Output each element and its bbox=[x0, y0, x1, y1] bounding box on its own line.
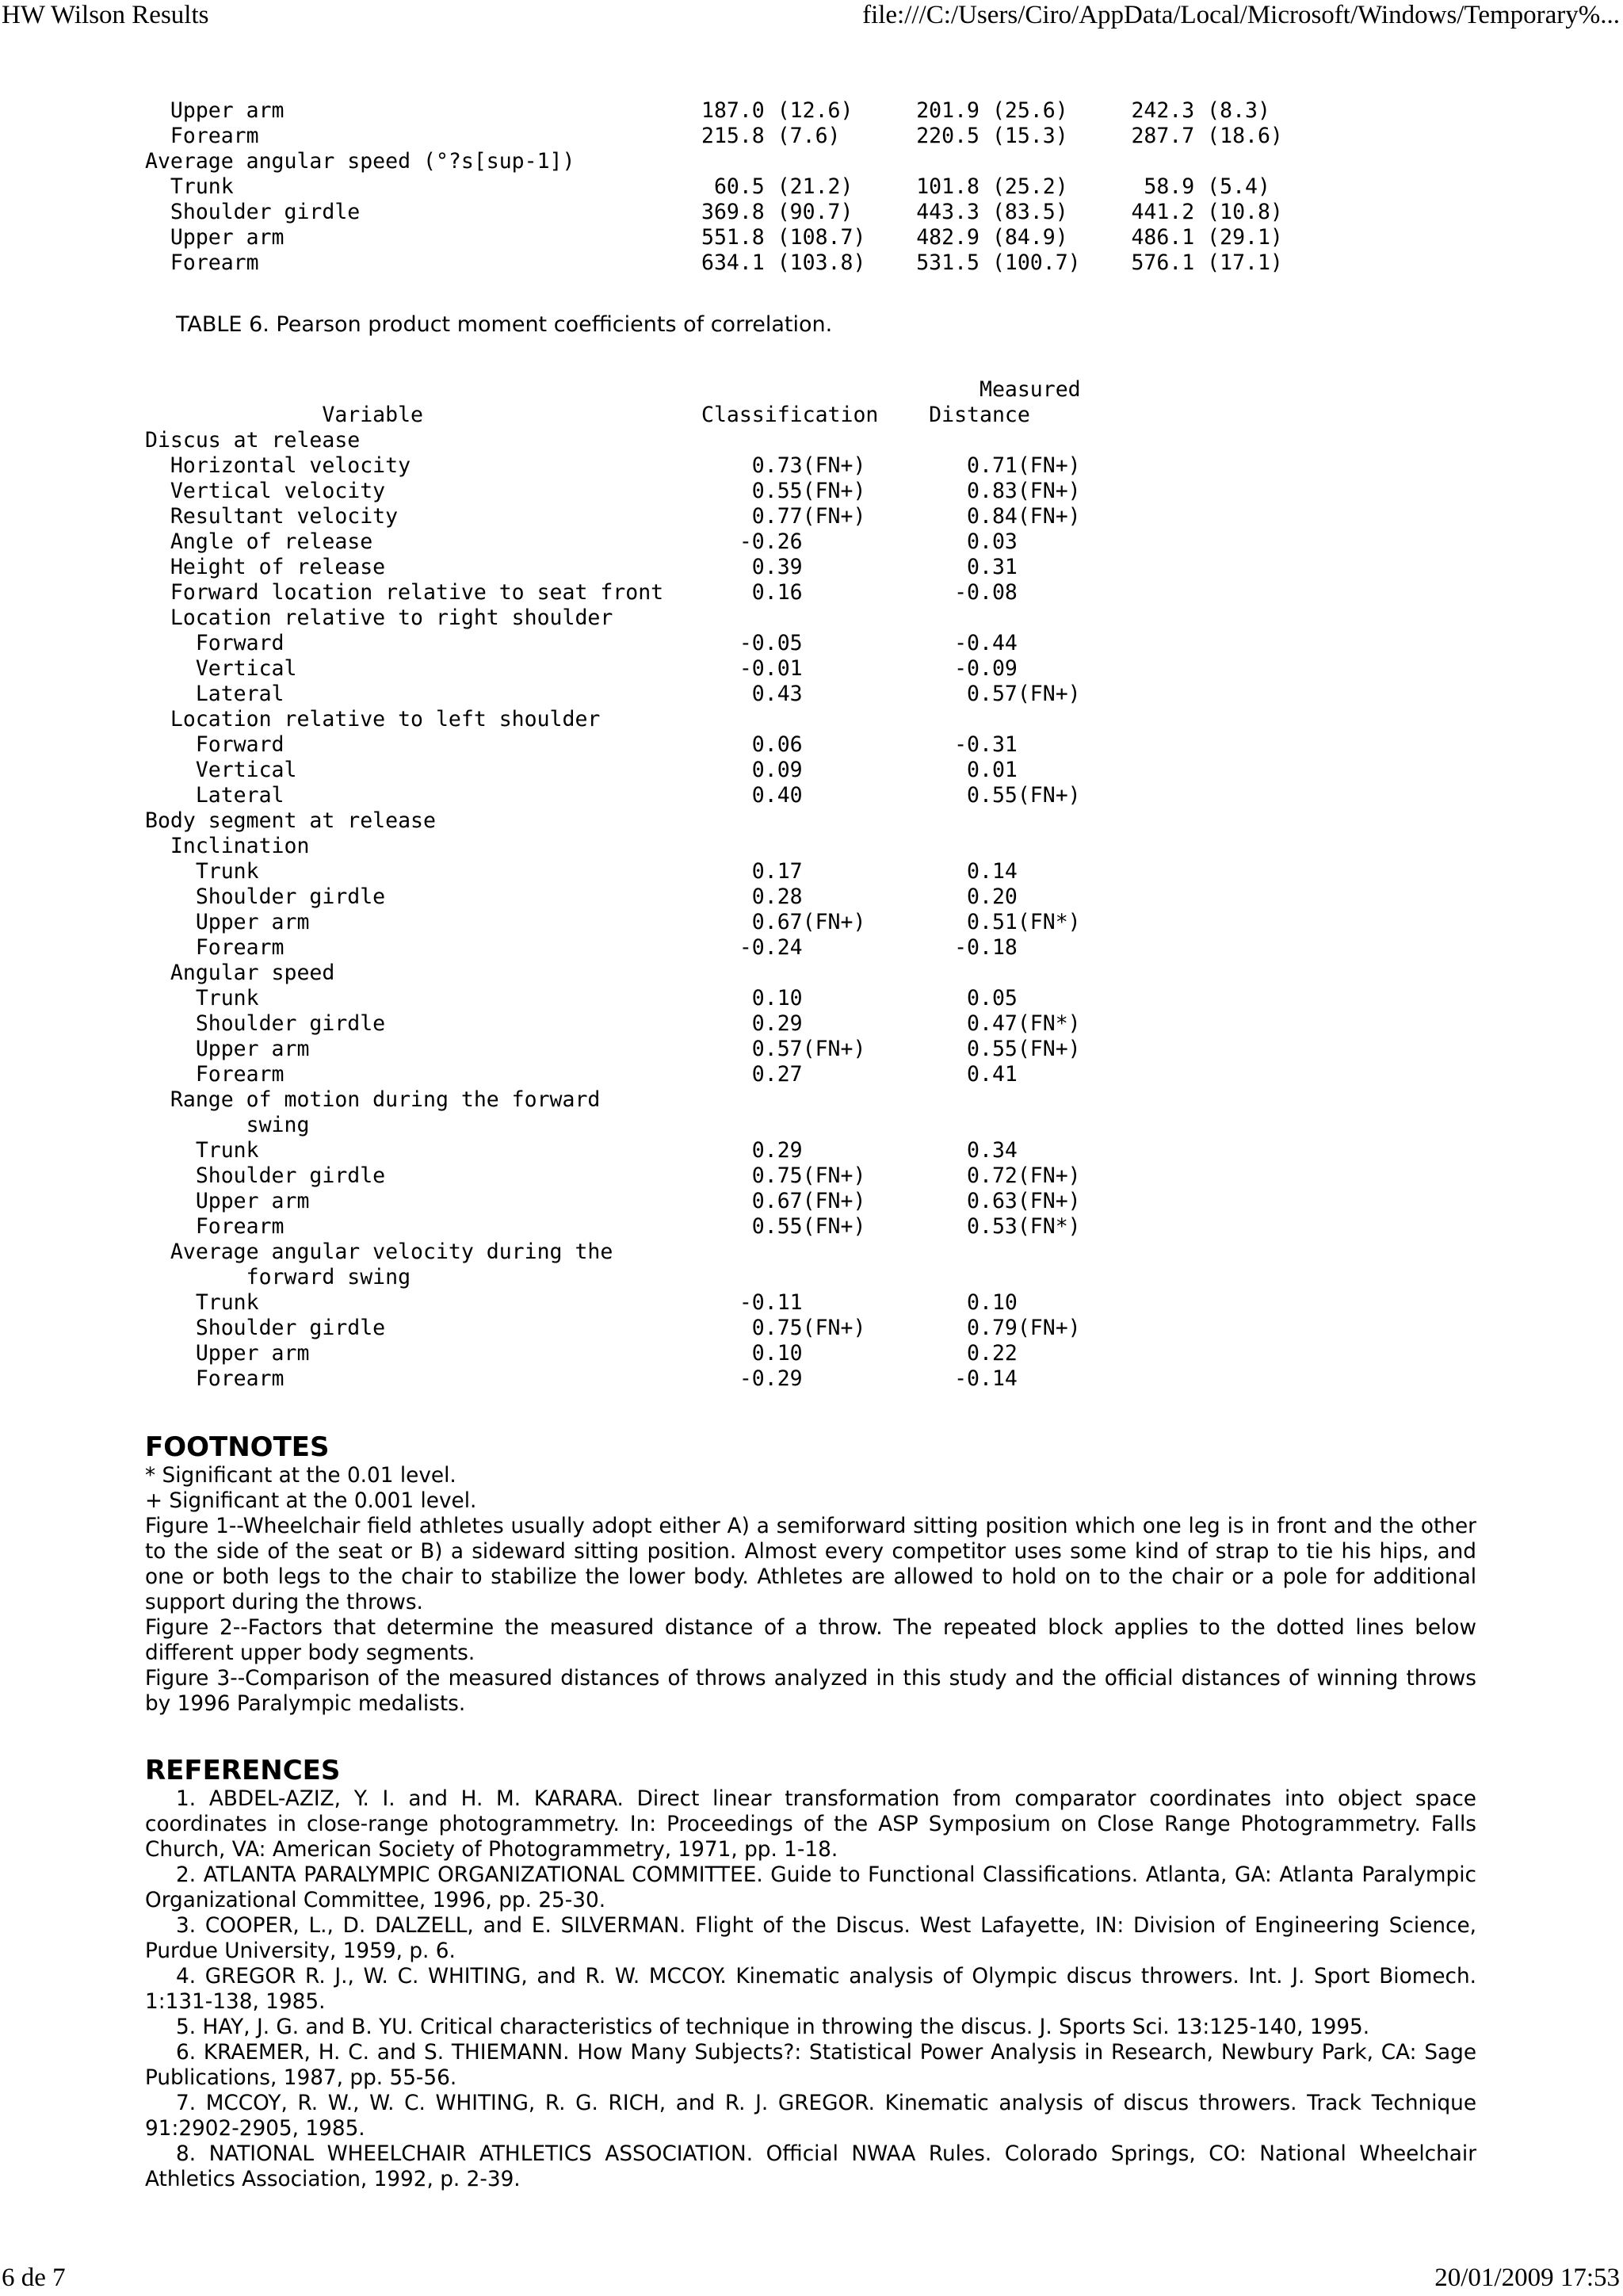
table6-line: Trunk -0.11 0.10 bbox=[145, 1290, 1018, 1315]
footnote-item: + Significant at the 0.001 level. bbox=[145, 1489, 477, 1513]
table6 bbox=[145, 377, 1081, 1392]
table6-line: Horizontal velocity 0.73(FN+) 0.71(FN+) bbox=[145, 453, 1081, 478]
table6-line: Trunk 0.17 0.14 bbox=[145, 859, 1018, 884]
table6-line: swing bbox=[145, 1113, 310, 1137]
table6-line: Forward -0.05 -0.44 bbox=[145, 631, 1018, 655]
table6-line: Forearm 0.55(FN+) 0.53(FN*) bbox=[145, 1214, 1081, 1239]
reference-item: 1. ABDEL-AZIZ, Y. I. and H. M. KARARA. Direct linear transformation from comparator coordinates into object space coordinates in close-range photogrammetry. In: Proceedings of the ASP Symposium on Close Range Photogrammetry. Falls Church, VA: American Society of Photogrammetry, 1971, pp. 1-18. bbox=[145, 1787, 1476, 1862]
table6-line: Lateral 0.40 0.55(FN+) bbox=[145, 783, 1081, 808]
table6-line: Location relative to right shoulder bbox=[145, 606, 613, 630]
table6-header-line: Measured bbox=[145, 377, 1081, 402]
table6-line: Angular speed bbox=[145, 961, 335, 985]
table6-line: Vertical -0.01 -0.09 bbox=[145, 656, 1018, 681]
table6-header-line: Variable Classification Distance bbox=[145, 403, 1030, 427]
footnote-item: * Significant at the 0.01 level. bbox=[145, 1464, 456, 1488]
table6-line: Upper arm 0.67(FN+) 0.63(FN+) bbox=[145, 1189, 1081, 1213]
reference-item: 4. GREGOR R. J., W. C. WHITING, and R. W. MCCOY. Kinematic analysis of Olympic discus throwers. Int. J. Sport Biomech. 1:131-138, 1985. bbox=[145, 1965, 1476, 2014]
table5-line: Upper arm 551.8 (108.7) 482.9 (84.9) 486.1 (29.1) bbox=[145, 225, 1283, 250]
table6-caption: TABLE 6. Pearson product moment coefficients of correlation. bbox=[176, 312, 833, 337]
table6-line: Body segment at release bbox=[145, 808, 436, 833]
reference-item: 3. COOPER, L., D. DALZELL, and E. SILVERMAN. Flight of the Discus. West Lafayette, IN: Division of Engineering Science, Purdue University, 1959, p. 6. bbox=[145, 1914, 1476, 1963]
references-section bbox=[145, 1755, 1476, 2192]
footnotes-section bbox=[145, 1431, 1476, 1717]
reference-item: 5. HAY, J. G. and B. YU. Critical characteristics of technique in throwing the discus. J. Sports Sci. 13:125-140, 1995. bbox=[176, 2015, 1370, 2039]
table6-line: Vertical 0.09 0.01 bbox=[145, 758, 1018, 782]
table6-line: Forearm -0.29 -0.14 bbox=[145, 1366, 1018, 1391]
table6-line: Lateral 0.43 0.57(FN+) bbox=[145, 682, 1081, 706]
table6-line: Vertical velocity 0.55(FN+) 0.83(FN+) bbox=[145, 479, 1081, 503]
footnote-item: Figure 2--Factors that determine the measured distance of a throw. The repeated block applies to the dotted lines below different upper body segments. bbox=[145, 1616, 1476, 1665]
table6-line: Shoulder girdle 0.75(FN+) 0.79(FN+) bbox=[145, 1316, 1081, 1340]
footnote-item: Figure 1--Wheelchair field athletes usually adopt either A) a semiforward sitting position which one leg is in front and the other to the side of the seat or B) a sideward sitting position. Almost every competitor uses some kind of strap to tie his hips, and one or both legs to the chair to stabilize the lower body. Athletes are allowed to hold on to the chair or a pole for additional support during the throws. bbox=[145, 1515, 1476, 1614]
table6-line: forward swing bbox=[145, 1265, 411, 1289]
table6-line: Shoulder girdle 0.28 0.20 bbox=[145, 884, 1018, 909]
reference-item: 8. NATIONAL WHEELCHAIR ATHLETICS ASSOCIATION. Official NWAA Rules. Colorado Springs, CO: National Wheelchair Athletics Association, 1992, p. 2-39. bbox=[145, 2142, 1476, 2191]
table6-line: Resultant velocity 0.77(FN+) 0.84(FN+) bbox=[145, 504, 1081, 529]
table5-line: Average angular speed (°?s[sup-1]) bbox=[145, 149, 575, 174]
reference-item: 7. MCCOY, R. W., W. C. WHITING, R. G. RICH, and R. J. GREGOR. Kinematic analysis of discus throwers. Track Technique 91:2902-2905, 1985. bbox=[145, 2092, 1476, 2141]
browser-url: file:///C:/Users/Ciro/AppData/Local/Microsoft/Windows/Temporary%... bbox=[862, 1, 1620, 29]
table6-line: Range of motion during the forward bbox=[145, 1087, 601, 1112]
table6-line: Forearm -0.24 -0.18 bbox=[145, 935, 1018, 960]
footnotes-heading: FOOTNOTES bbox=[145, 1431, 330, 1463]
table5-line: Shoulder girdle 369.8 (90.7) 443.3 (83.5) 441.2 (10.8) bbox=[145, 200, 1283, 224]
browser-page-title: HW Wilson Results bbox=[2, 1, 209, 29]
table6-line: Shoulder girdle 0.75(FN+) 0.72(FN+) bbox=[145, 1163, 1081, 1188]
reference-item: 6. KRAEMER, H. C. and S. THIEMANN. How Many Subjects?: Statistical Power Analysis in Research, Newbury Park, CA: Sage Publications, 1987, pp. 55-56. bbox=[145, 2041, 1476, 2090]
table5-line: Forearm 215.8 (7.6) 220.5 (15.3) 287.7 (18.6) bbox=[145, 124, 1283, 148]
table6-line: Trunk 0.29 0.34 bbox=[145, 1138, 1018, 1163]
table6-line: Average angular velocity during the bbox=[145, 1240, 613, 1264]
table5-line: Upper arm 187.0 (12.6) 201.9 (25.6) 242.3 (8.3) bbox=[145, 98, 1270, 123]
reference-item: 2. ATLANTA PARALYMPIC ORGANIZATIONAL COMMITTEE. Guide to Functional Classifications. Atlanta, GA: Atlanta Paralympic Organizational Committee, 1996, pp. 25-30. bbox=[145, 1863, 1476, 1912]
footnote-item: Figure 3--Comparison of the measured distances of throws analyzed in this study and the official distances of winning throws by 1996 Paralympic medalists. bbox=[145, 1667, 1476, 1716]
table6-line: Height of release 0.39 0.31 bbox=[145, 555, 1018, 579]
table6-line: Forearm 0.27 0.41 bbox=[145, 1062, 1018, 1087]
table6-line: Upper arm 0.10 0.22 bbox=[145, 1341, 1018, 1366]
table6-line: Forward location relative to seat front 0.16 -0.08 bbox=[145, 580, 1018, 605]
table6-line: Location relative to left shoulder bbox=[145, 707, 601, 732]
table6-line: Forward 0.06 -0.31 bbox=[145, 732, 1018, 757]
table5-continuation bbox=[145, 98, 1283, 276]
table6-line: Shoulder girdle 0.29 0.47(FN*) bbox=[145, 1011, 1081, 1036]
table6-line: Angle of release -0.26 0.03 bbox=[145, 529, 1018, 554]
table6-line: Upper arm 0.67(FN+) 0.51(FN*) bbox=[145, 910, 1081, 934]
page-indicator: 6 de 7 bbox=[2, 2264, 66, 2292]
references-heading: REFERENCES bbox=[145, 1755, 341, 1786]
table5-line: Trunk 60.5 (21.2) 101.8 (25.2) 58.9 (5.4) bbox=[145, 174, 1270, 199]
table6-line: Discus at release bbox=[145, 428, 361, 453]
table6-line: Upper arm 0.57(FN+) 0.55(FN+) bbox=[145, 1037, 1081, 1061]
table6-line: Trunk 0.10 0.05 bbox=[145, 986, 1018, 1010]
table5-line: Forearm 634.1 (103.8) 531.5 (100.7) 576.1 (17.1) bbox=[145, 250, 1283, 275]
print-timestamp: 20/01/2009 17:53 bbox=[1434, 2264, 1620, 2292]
table6-line: Inclination bbox=[145, 834, 310, 858]
